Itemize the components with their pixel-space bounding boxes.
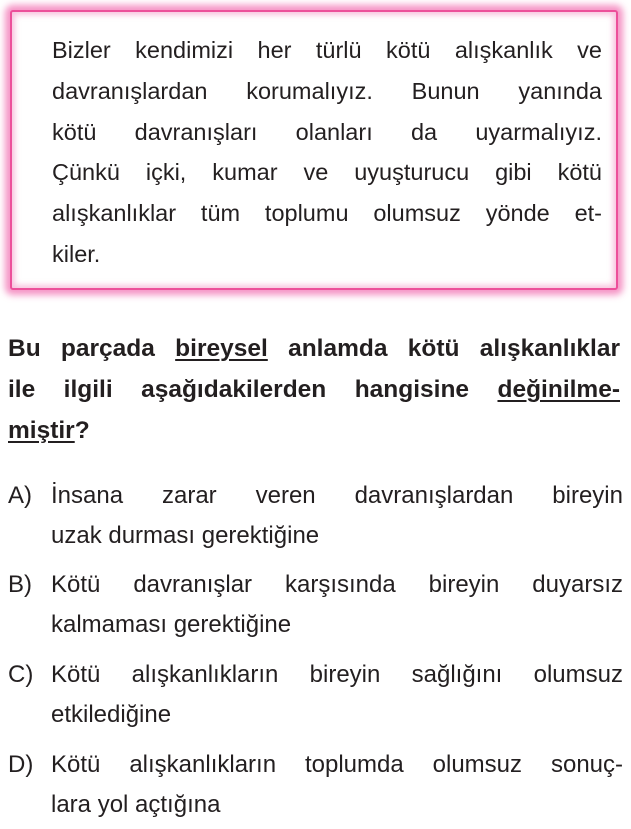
option-b-line-2: kalmaması gerektiğine: [51, 611, 292, 638]
option-letter-d: D): [8, 751, 34, 778]
option-letter-c: C): [8, 661, 34, 688]
passage-line-1: Bizler kendimizi her türlü kötü alışkanlık ve: [52, 37, 602, 63]
passage-line-3: kötü davranışları olanları da uyarmalıyız.: [52, 119, 602, 145]
question-underlined-word: miştir: [8, 417, 75, 444]
passage-line-6: kiler.: [52, 241, 101, 267]
reading-passage-box: [10, 10, 618, 290]
question-text: Bu parçada: [8, 335, 176, 362]
option-letter-b: B): [8, 571, 32, 598]
option-d-line-1: Kötü alışkanlıkların toplumda olumsuz sonuç-: [51, 751, 623, 778]
question-underlined-word: değinilme-: [497, 376, 620, 403]
question-line-1: [8, 334, 620, 364]
option-a-line-2: uzak durması gerektiğine: [51, 522, 320, 549]
question-text: anlamda kötü alışkanlıklar: [267, 335, 620, 362]
option-letter-a: A): [8, 482, 32, 509]
question-line-2: [8, 375, 620, 405]
option-b-line-1: Kötü davranışlar karşısında bireyin duyarsız: [51, 571, 623, 598]
question-text: ile ilgili aşağıdakilerden hangisine: [8, 376, 498, 403]
option-c-line-2: etkilediğine: [51, 701, 172, 728]
option-c-line-1: Kötü alışkanlıkların bireyin sağlığını olumsuz: [51, 661, 623, 688]
option-d-line-2: lara yol açtığına: [51, 791, 221, 818]
passage-line-4: Çünkü içki, kumar ve uyuşturucu gibi kötü: [52, 159, 602, 185]
question-line-3: [8, 416, 90, 446]
question-mark: ?: [74, 417, 90, 444]
passage-line-2: davranışlardan korumalıyız. Bunun yanında: [52, 78, 602, 104]
option-a-line-1: İnsana zarar veren davranışlardan bireyin: [51, 482, 623, 509]
question-underlined-word: bireysel: [175, 335, 268, 362]
passage-line-5: alışkanlıklar tüm toplumu olumsuz yönde et-: [52, 200, 602, 226]
